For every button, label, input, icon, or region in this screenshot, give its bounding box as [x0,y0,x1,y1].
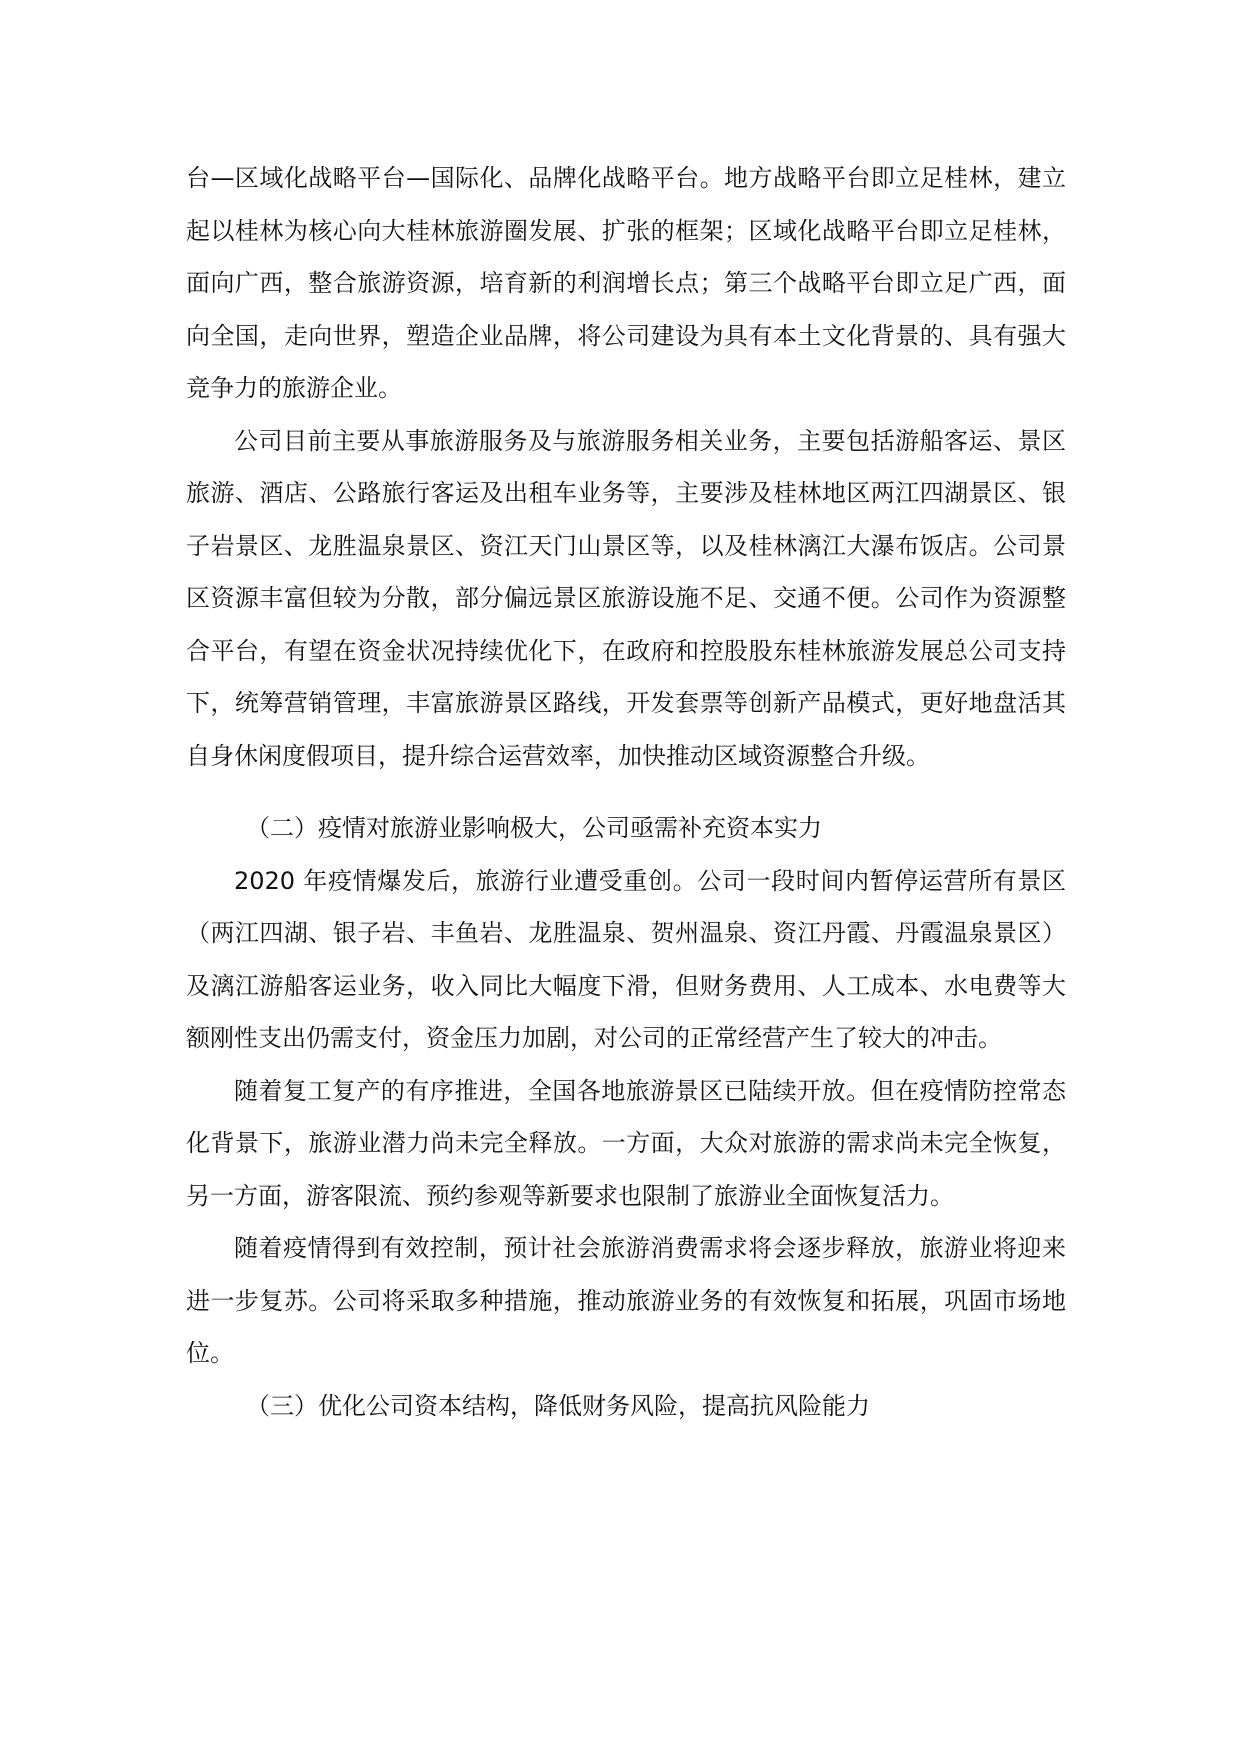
paragraph-recovery: 随着复工复产的有序推进，全国各地旅游景区已陆续开放。但在疫情防控常态化背景下，旅游业潜力尚未完全释放。一方面，大众对旅游的需求尚未完全恢复，另一方面，游客限流、预约参观等新要求也限制了旅游业全面恢复活力。 [186,1076,1066,1210]
paragraph-strategy-platform: 台—区域化战略平台—国际化、品牌化战略平台。地方战略平台即立足桂林，建立起以桂林为核心向大桂林旅游圈发展、扩张的框架；区域化战略平台即立足桂林，面向广西，整合旅游资源，培育新的利润增长点；第三个战略平台即立足广西，面向全国，走向世界，塑造企业品牌，将公司建设为具有本土文化背景的、具有强大竞争力的旅游企业。 [186,164,1066,402]
section-heading-2: （二）疫情对旅游业影响极大，公司亟需补充资本实力 [246,814,822,842]
paragraph-main-business: 公司目前主要从事旅游服务及与旅游服务相关业务，主要包括游船客运、景区旅游、酒店、公路旅行客运及出租车业务等，主要涉及桂林地区两江四湖景区、银子岩景区、龙胜温泉景区、资江天门山景区等，以及桂林漓江大瀑布饭店。公司景区资源丰富但较为分散，部分偏远景区旅游设施不足、交通不便。公司作为资源整合平台，有望在资金状况持续优化下，在政府和控股股东桂林旅游发展总公司支持下，统筹营销管理，丰富旅游景区路线，开发套票等创新产品模式，更好地盘活其自身休闲度假项目，提升综合运营效率，加快推动区域资源整合升级。 [186,426,1066,770]
paragraph-epidemic-impact: 2020 年疫情爆发后，旅游行业遭受重创。公司一段时间内暂停运营所有景区（两江四湖、银子岩、丰鱼岩、龙胜温泉、贺州温泉、资江丹霞、丹霞温泉景区）及漓江游船客运业务，收入同比大幅度下滑，但财务费用、人工成本、水电费等大额刚性支出仍需支付，资金压力加剧，对公司的正常经营产生了较大的冲击。 [186,866,1066,1052]
document-page [186,152,1066,1432]
section-heading-3: （三）优化公司资本结构，降低财务风险，提高抗风险能力 [246,1391,870,1420]
paragraph-outlook: 随着疫情得到有效控制，预计社会旅游消费需求将会逐步释放，旅游业将迎来进一步复苏。公司将采取多种措施，推动旅游业务的有效恢复和拓展，巩固市场地位。 [186,1234,1066,1367]
